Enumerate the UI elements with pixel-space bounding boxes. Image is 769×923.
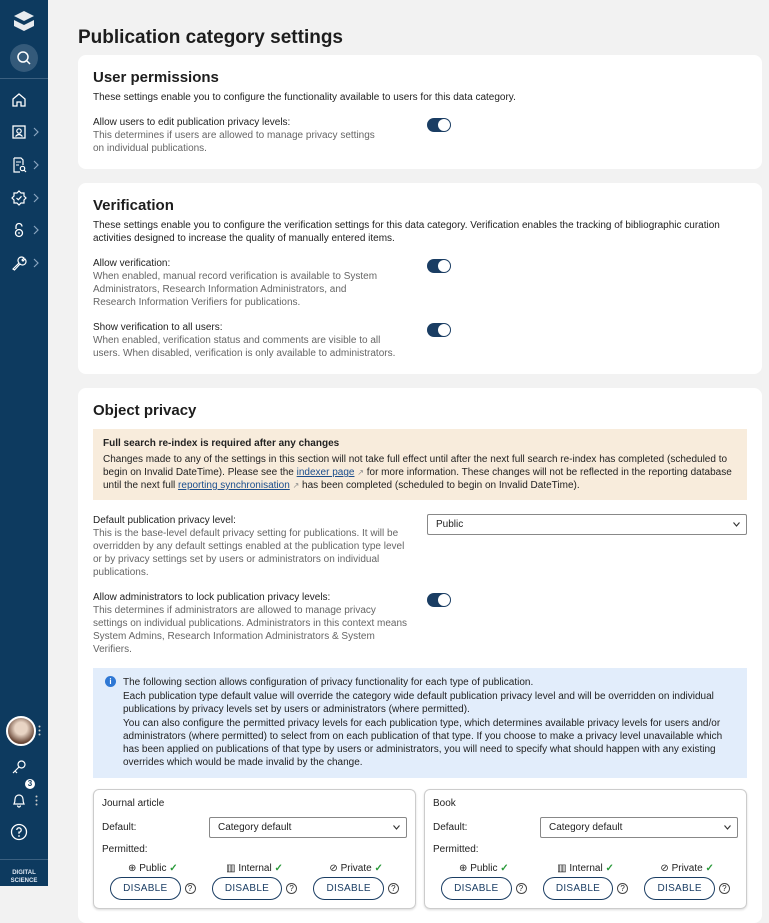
allow-verification-toggle[interactable] xyxy=(427,259,451,273)
help-icon[interactable]: ? xyxy=(719,883,730,894)
chevron-right-icon xyxy=(33,160,39,170)
search-button[interactable] xyxy=(10,44,38,72)
setting-help: When enabled, manual record verification is available to System Administrators, Research Information Administrators, and Research Information Verifiers for publications. xyxy=(93,271,378,308)
chevron-down-icon xyxy=(733,522,740,527)
chevron-right-icon xyxy=(33,258,39,268)
info-text: You can also configure the permitted privacy levels for each publication type, which determines available privacy levels for users and/or administrators (where permitted) to select from on each publication of that type. If you choose to make a privacy level unavailable which has been applied on publications of that type by users or administrators, you will need to specify what should happen with any existing overrides which would be made invalid by the change. xyxy=(123,718,723,768)
eye-off-icon: ⊘ xyxy=(660,863,669,874)
perm-private xyxy=(313,863,398,900)
unlock-icon[interactable] xyxy=(10,221,28,239)
external-link-icon: ↗ xyxy=(357,468,364,477)
notification-badge: 3 xyxy=(25,779,35,789)
select-value: Category default xyxy=(549,822,623,833)
help-icon[interactable]: ? xyxy=(185,883,196,894)
disable-button[interactable]: DISABLE xyxy=(441,877,511,900)
disable-button[interactable]: DISABLE xyxy=(110,877,180,900)
setting-label: Allow administrators to lock publication privacy levels: xyxy=(93,592,331,603)
warning-text: for more information. These changes will not be reflected in the reporting database until the next full xyxy=(103,467,732,491)
check-icon: ✓ xyxy=(374,863,383,874)
level-name: Public xyxy=(139,863,167,874)
check-icon: ✓ xyxy=(169,863,178,874)
section-description: These settings enable you to configure the functionality available to users for this data category. xyxy=(93,92,516,103)
setting-help: This is the base-level default privacy setting for publications. It will be overridden by any default settings enabled at the publication type level or by privacy settings set by users or administrators on individual publications. xyxy=(93,528,405,578)
sidebar-divider xyxy=(0,859,48,860)
disable-button[interactable]: DISABLE xyxy=(313,877,383,900)
type-default-select[interactable] xyxy=(540,817,738,838)
setting-label: Allow verification: xyxy=(93,258,171,269)
permitted-label: Permitted: xyxy=(433,844,479,855)
perm-public xyxy=(441,863,526,900)
type-name: Journal article xyxy=(102,798,165,809)
warning-text: has been completed (scheduled to begin on Invalid DateTime). xyxy=(299,480,580,491)
perm-public xyxy=(110,863,195,900)
select-value: Category default xyxy=(218,822,292,833)
section-title: Object privacy xyxy=(93,402,197,419)
help-icon[interactable] xyxy=(10,823,28,841)
permitted-label: Permitted: xyxy=(102,844,148,855)
setting-row xyxy=(93,514,747,579)
perm-private xyxy=(644,863,729,900)
setting-help: This determines if users are allowed to manage privacy settings on individual publications. xyxy=(93,130,375,154)
eye-off-icon: ⊘ xyxy=(329,863,338,874)
reporting-sync-link[interactable]: reporting synchronisation xyxy=(178,480,290,491)
info-text: The following section allows configuration of privacy functionality for each type of publication. xyxy=(123,677,534,688)
disable-button[interactable]: DISABLE xyxy=(644,877,714,900)
reindex-warning xyxy=(93,429,747,500)
section-title: Verification xyxy=(93,197,174,214)
setting-help: This determines if administrators are allowed to manage privacy settings on individual publications. Administrators in this context means System Admins, Research Information Administrators & System Verifiers. xyxy=(93,605,408,655)
globe-icon: ⊕ xyxy=(459,863,468,874)
external-link-icon: ↗ xyxy=(292,481,300,490)
section-title: User permissions xyxy=(93,69,219,86)
sidebar xyxy=(0,0,48,886)
building-icon: ▥ xyxy=(226,863,236,874)
level-name: Internal xyxy=(238,863,272,874)
default-label: Default: xyxy=(102,822,137,833)
setting-help: When enabled, verification status and comments are visible to all users. When disabled, verification is only available to administrators. xyxy=(93,335,396,359)
help-icon[interactable]: ? xyxy=(617,883,628,894)
key-icon[interactable] xyxy=(10,758,28,776)
avatar[interactable] xyxy=(6,716,36,746)
brand-logo: DIGITAL SCIENCE xyxy=(10,870,38,884)
globe-icon: ⊕ xyxy=(128,863,137,874)
wrench-icon[interactable] xyxy=(10,254,28,272)
verification-card xyxy=(78,183,762,374)
select-value: Public xyxy=(436,519,464,530)
type-card-book xyxy=(424,789,747,909)
level-name: Internal xyxy=(569,863,603,874)
check-icon: ✓ xyxy=(274,863,283,874)
chevron-right-icon xyxy=(33,127,39,137)
check-icon: ✓ xyxy=(605,863,614,874)
publication-types xyxy=(93,789,747,909)
help-icon[interactable]: ? xyxy=(388,883,399,894)
perm-internal xyxy=(212,863,297,900)
logo-icon[interactable] xyxy=(13,10,35,32)
level-name: Public xyxy=(470,863,498,874)
chevron-right-icon xyxy=(33,193,39,203)
setting-row xyxy=(93,257,747,309)
perm-internal xyxy=(543,863,628,900)
more-icon[interactable] xyxy=(35,795,38,806)
disable-button[interactable]: DISABLE xyxy=(212,877,282,900)
info-text: Each publication type default value will override the category wide default publication privacy level and will be overridden on individual publications by privacy levels set by users or administrators (where permitted). xyxy=(123,691,714,715)
privacy-info-box xyxy=(93,668,747,778)
warning-title: Full search re-index is required after any changes xyxy=(103,438,340,449)
building-icon: ▥ xyxy=(557,863,567,874)
disable-button[interactable]: DISABLE xyxy=(543,877,613,900)
type-name: Book xyxy=(433,798,456,809)
object-privacy-card xyxy=(78,388,762,923)
check-icon: ✓ xyxy=(500,863,509,874)
setting-row xyxy=(93,591,747,656)
home-icon[interactable] xyxy=(10,91,28,109)
type-card-journal-article xyxy=(93,789,416,909)
indexer-page-link[interactable]: indexer page xyxy=(296,467,355,478)
setting-label: Default publication privacy level: xyxy=(93,515,236,526)
section-description: These settings enable you to configure the verification settings for this data category. Verification enables the tracking of bibliographic curation activities designed to increase the quality of manually entered items. xyxy=(93,220,720,244)
default-privacy-select[interactable] xyxy=(427,514,747,535)
verified-badge-icon[interactable] xyxy=(10,189,28,207)
type-default-select[interactable] xyxy=(209,817,407,838)
level-name: Private xyxy=(340,863,372,874)
sidebar-divider xyxy=(0,78,48,79)
bell-icon[interactable] xyxy=(10,791,28,809)
info-icon: i xyxy=(105,676,116,687)
level-name: Private xyxy=(671,863,703,874)
setting-label: Allow users to edit publication privacy levels: xyxy=(93,117,291,128)
setting-label: Show verification to all users: xyxy=(93,322,223,333)
search-icon xyxy=(16,50,32,66)
default-label: Default: xyxy=(433,822,468,833)
record-search-icon[interactable] xyxy=(10,156,28,174)
edit-privacy-toggle[interactable] xyxy=(427,118,451,132)
more-icon[interactable] xyxy=(38,725,41,736)
setting-row xyxy=(93,321,747,360)
warning-text: Changes made to any of the settings in this section will not take full effect until after the next full search re-index has completed (scheduled to begin on Invalid DateTime). Please see the xyxy=(103,454,728,478)
help-icon[interactable]: ? xyxy=(286,883,297,894)
main-content xyxy=(78,0,762,923)
profile-icon[interactable] xyxy=(10,123,28,141)
check-icon: ✓ xyxy=(705,863,714,874)
chevron-down-icon xyxy=(724,825,731,830)
lock-privacy-toggle[interactable] xyxy=(427,593,451,607)
chevron-right-icon xyxy=(33,225,39,235)
chevron-down-icon xyxy=(393,825,400,830)
setting-row xyxy=(93,116,747,155)
show-verification-toggle[interactable] xyxy=(427,323,451,337)
user-permissions-card xyxy=(78,55,762,169)
help-icon[interactable]: ? xyxy=(516,883,527,894)
page-title: Publication category settings xyxy=(78,27,343,48)
